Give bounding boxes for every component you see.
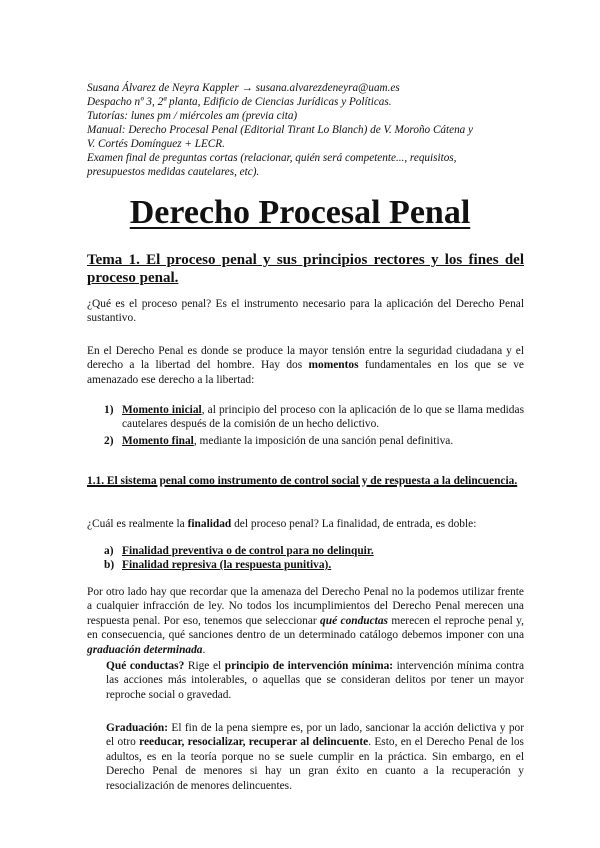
list-item: 1) Momento inicial, al principio del proceso con la aplicación de lo que se llama medidas cautelares después de la comisión de un hecho delictivo. [104, 404, 524, 430]
tema1-heading: Tema 1. El proceso penal y sus principios rectores y los fines del proceso penal. [87, 252, 524, 286]
moment-term: Momento inicial [122, 404, 202, 416]
moment-term: Momento final [122, 435, 194, 447]
paragraph-intro: ¿Qué es el proceso penal? Es el instrumento necesario para la aplicación del Derecho Penal sustantivo. [87, 298, 524, 325]
page-title: Derecho Procesal Penal [129, 194, 471, 231]
paragraph-conductas: Qué conductas? Rige el principio de intervención mínima: intervención mínima contra las acciones más intolerables, o aquellas que se consideran delitos por tener un mayor reproche social o gravedad. [106, 660, 524, 701]
list-item: 2) Momento final, mediante la imposición de una sanción penal definitiva. [104, 435, 454, 447]
author-line [87, 82, 400, 95]
paragraph-finality: ¿Cuál es realmente la finalidad del proceso penal? La finalidad, de entrada, es doble: [87, 518, 477, 530]
paragraph-tension: En el Derecho Penal es donde se produce la mayor tensión entre la seguridad ciudadana y el derecho a la libertad del hombre. Hay dos momentos fundamentales en los que se ve amenazado ese derecho a la libertad: [87, 345, 524, 386]
author-name: Susana Álvarez de Neyra Kappler [87, 82, 239, 94]
manual-line: Manual: Derecho Procesal Penal (Editorial Tirant Lo Blanch) de V. Moroño Cátena y [87, 124, 474, 136]
office-line: Despacho nº 3, 2ª planta, Edificio de Ciencias Jurídicas y Políticas. [87, 96, 392, 108]
manual-line-2: V. Cortés Domínguez + LECR. [87, 138, 225, 150]
list-item: b) Finalidad represiva (la respuesta punitiva). [104, 559, 332, 571]
tutoring-line: Tutorías: lunes pm / miércoles am (previa cita) [87, 110, 298, 122]
author-email: susana.alvarezdeneyra@uam.es [255, 82, 400, 94]
paragraph-selection: Por otro lado hay que recordar que la amenaza del Derecho Penal no la podemos utilizar frente a cualquier infracción de ley. No todos los incumplimientos del Derecho Penal merecen una respuesta penal. Por eso, tenemos que seleccionar qué conductas merecen el reproche penal y, en consecuencia, qué sanciones dentro de un determinado catálogo debemos imponer con una graduación determinada. [87, 586, 524, 656]
list-item: a) Finalidad preventiva o de control para no delinquir. [104, 545, 374, 557]
exam-line: Examen final de preguntas cortas (relacionar, quién será competente..., requisitos, [87, 152, 457, 164]
section-heading: 1.1. El sistema penal como instrumento de control social y de respuesta a la delincuencia. [87, 475, 518, 487]
exam-line-2: presupuestos medidas cautelares, etc). [87, 166, 260, 178]
paragraph-graduacion: Graduación: El fin de la pena siempre es, por un lado, sancionar la acción delictiva y por el otro reeducar, resocializar, recuperar al delincuente. Esto, en el Derecho Penal de los adultos, es en la teoría porque no se suele cumplir en la práctica. Sin embargo, en el Derecho Penal de menores si hay un gran éxito en cuanto a la recuperación y resocialización de menores delincuentes. [106, 722, 524, 792]
arrow-icon: → [241, 82, 253, 94]
